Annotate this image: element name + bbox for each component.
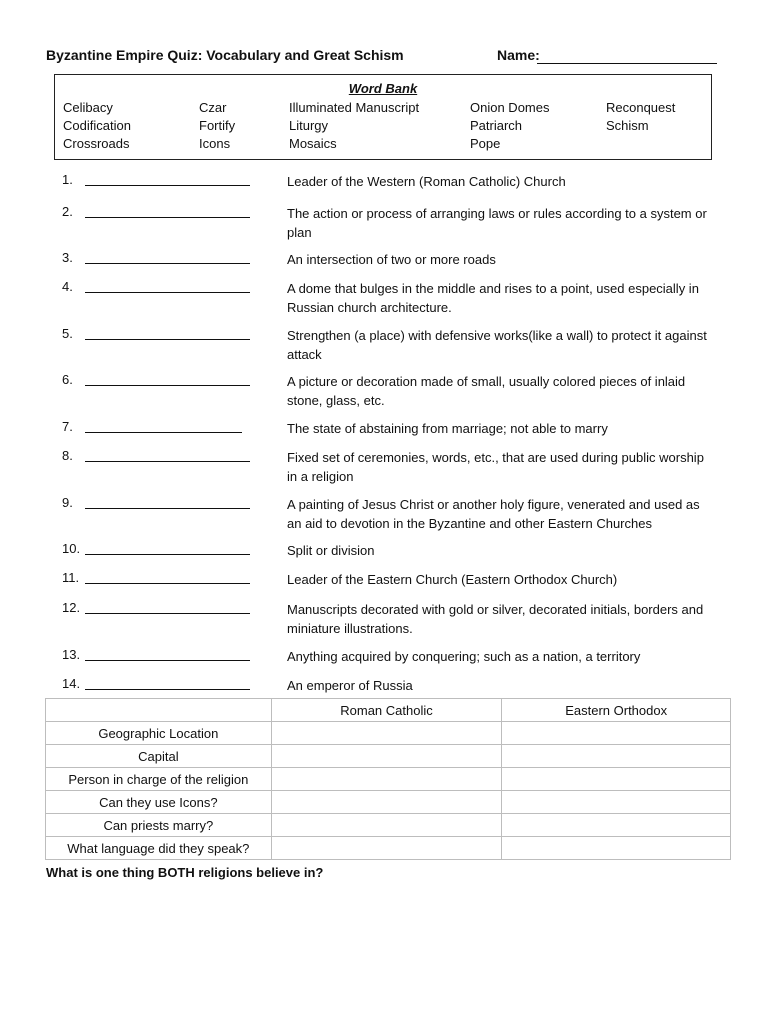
word-bank-word: Liturgy	[289, 118, 329, 133]
answer-cell[interactable]	[271, 814, 502, 837]
word-bank-title: Word Bank	[348, 81, 418, 96]
word-bank-word: Mosaics	[289, 136, 337, 151]
row-label: Person in charge of the religion	[46, 768, 272, 791]
page-title: Byzantine Empire Quiz: Vocabulary and Great Schism	[46, 47, 404, 63]
question-definition: A dome that bulges in the middle and rises to a point, used especially in Russian church architecture.	[287, 281, 699, 315]
question-definition: Fixed set of ceremonies, words, etc., that are used during public worship in a religion	[287, 450, 704, 484]
name-label: Name:	[497, 47, 540, 63]
table-row	[46, 768, 731, 791]
answer-blank[interactable]	[85, 432, 242, 433]
question-number: 10.	[62, 541, 81, 556]
answer-blank[interactable]	[85, 217, 250, 218]
table-header-cell	[46, 699, 272, 722]
word-bank-column-4	[470, 99, 549, 153]
question-number: 11.	[62, 570, 80, 585]
question-number: 9.	[62, 495, 73, 510]
answer-blank[interactable]	[85, 461, 250, 462]
word-bank-word: Czar	[199, 100, 227, 115]
question-definition: Leader of the Western (Roman Catholic) Church	[287, 174, 566, 189]
answer-cell[interactable]	[502, 837, 731, 860]
answer-cell[interactable]	[502, 791, 731, 814]
answer-blank[interactable]	[85, 263, 250, 264]
answer-cell[interactable]	[271, 791, 502, 814]
word-bank-column-5	[606, 99, 675, 135]
name-blank-line[interactable]	[537, 63, 717, 64]
question-number: 3.	[62, 250, 73, 265]
row-label: Can priests marry?	[46, 814, 272, 837]
table-row	[46, 791, 731, 814]
row-label: Geographic Location	[46, 722, 272, 745]
answer-cell[interactable]	[502, 745, 731, 768]
comparison-table	[45, 698, 731, 860]
answer-blank[interactable]	[85, 292, 250, 293]
answer-blank[interactable]	[85, 613, 250, 614]
question-definition: A painting of Jesus Christ or another holy figure, venerated and used as an aid to devotion in the Byzantine and other Eastern Churches	[287, 497, 700, 531]
question-number: 13.	[62, 647, 81, 662]
answer-blank[interactable]	[85, 385, 250, 386]
question-number: 7.	[62, 419, 73, 434]
word-bank-box	[54, 74, 712, 160]
question-definition: The state of abstaining from marriage; not able to marry	[287, 421, 608, 436]
table-row	[46, 814, 731, 837]
word-bank-word: Illuminated Manuscript	[289, 100, 420, 115]
table-header-row	[46, 699, 731, 722]
question-number: 4.	[62, 279, 73, 294]
answer-blank[interactable]	[85, 660, 250, 661]
table-row	[46, 722, 731, 745]
final-question: What is one thing BOTH religions believe in?	[46, 865, 324, 880]
word-bank-word: Codification	[63, 118, 131, 133]
row-label: Capital	[46, 745, 272, 768]
word-bank-word: Patriarch	[470, 118, 523, 133]
table-header-roman-catholic: Roman Catholic	[271, 699, 502, 722]
answer-blank[interactable]	[85, 508, 250, 509]
word-bank-word: Onion Domes	[470, 100, 550, 115]
answer-cell[interactable]	[271, 745, 502, 768]
word-bank-column-3	[289, 99, 419, 153]
question-number: 14.	[62, 676, 81, 691]
question-number: 1.	[62, 172, 73, 187]
answer-blank[interactable]	[85, 583, 250, 584]
question-definition: Split or division	[287, 543, 375, 558]
question-definition: Strengthen (a place) with defensive works(like a wall) to protect it against attack	[287, 328, 707, 362]
question-number: 2.	[62, 204, 73, 219]
word-bank-word: Schism	[606, 118, 649, 133]
header	[46, 47, 726, 67]
table-header-eastern-orthodox: Eastern Orthodox	[502, 699, 731, 722]
word-bank-word: Pope	[470, 136, 501, 151]
word-bank-word: Celibacy	[63, 100, 113, 115]
question-definition: An emperor of Russia	[287, 678, 413, 693]
question-definition: An intersection of two or more roads	[287, 252, 496, 267]
answer-blank[interactable]	[85, 185, 250, 186]
table-row	[46, 745, 731, 768]
question-number: 6.	[62, 372, 73, 387]
answer-cell[interactable]	[502, 722, 731, 745]
answer-cell[interactable]	[502, 814, 731, 837]
question-definition: A picture or decoration made of small, usually colored pieces of inlaid stone, glass, etc.	[287, 374, 686, 408]
word-bank-word: Reconquest	[606, 100, 676, 115]
question-definition: Manuscripts decorated with gold or silver, decorated initials, borders and miniature illustrations.	[287, 602, 704, 636]
table-row	[46, 837, 731, 860]
question-number: 8.	[62, 448, 73, 463]
answer-cell[interactable]	[271, 722, 502, 745]
word-bank-word: Fortify	[199, 118, 236, 133]
answer-blank[interactable]	[85, 689, 250, 690]
answer-cell[interactable]	[271, 768, 502, 791]
answer-blank[interactable]	[85, 339, 250, 340]
question-definition: The action or process of arranging laws or rules according to a system or plan	[287, 206, 707, 240]
row-label: What language did they speak?	[46, 837, 272, 860]
question-number: 5.	[62, 326, 73, 341]
question-definition: Anything acquired by conquering; such as a nation, a territory	[287, 649, 641, 664]
word-bank-word: Icons	[199, 136, 231, 151]
word-bank-column-2	[199, 99, 235, 153]
word-bank-column-1	[63, 99, 131, 153]
row-label: Can they use Icons?	[46, 791, 272, 814]
answer-blank[interactable]	[85, 554, 250, 555]
word-bank-word: Crossroads	[63, 136, 130, 151]
answer-cell[interactable]	[502, 768, 731, 791]
answer-cell[interactable]	[271, 837, 502, 860]
question-definition: Leader of the Eastern Church (Eastern Orthodox Church)	[287, 572, 618, 587]
question-number: 12.	[62, 600, 81, 615]
